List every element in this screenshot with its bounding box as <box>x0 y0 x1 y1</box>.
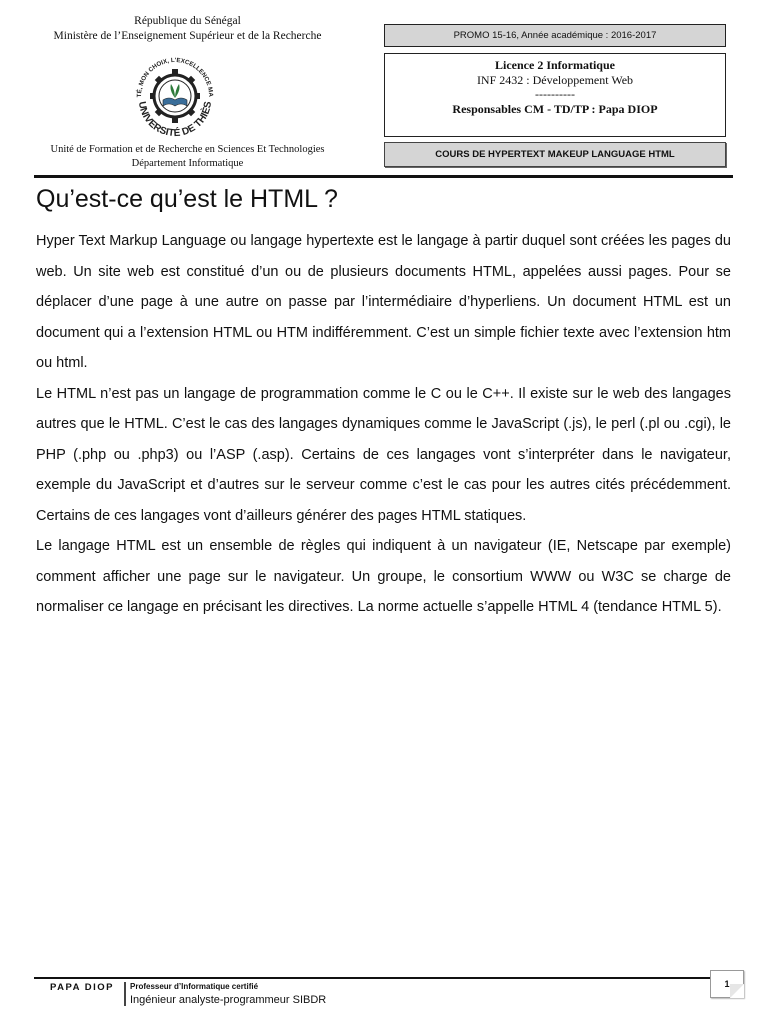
university-logo <box>125 50 225 140</box>
paragraph: Le langage HTML est un ensemble de règles qui indiquent à un navigateur (IE, Netscape par exemple) comment afficher une page sur le navigateur. Un groupe, le consortium WWW ou W3C se charge de normaliser ce langage en précisant les directives. La norme actuelle s’appelle HTML 4 (tendance HTML 5). <box>36 538 731 615</box>
footer-separator <box>124 982 126 1006</box>
department-line: Département Informatique <box>131 158 244 169</box>
logo-ring-text: TÉ, MON CHOIX, L'EXCELLENCE MA <box>135 56 215 98</box>
document-body <box>36 226 731 623</box>
promo-text: PROMO 15-16, Année académique : 2016-2017 <box>453 30 657 41</box>
page-number-text: 1 <box>724 979 730 989</box>
page-number <box>710 970 744 998</box>
header-divider <box>34 175 733 178</box>
footer-author-title: Professeur d’Informatique certifié <box>130 982 259 991</box>
university-seal-icon <box>125 50 225 140</box>
footer-author-subtitle: Ingénieur analyste-programmeur SIBDR <box>130 994 327 1006</box>
department-header <box>30 143 345 171</box>
course-teachers: Responsables CM - TD/TP : Papa DIOP <box>452 101 658 116</box>
ministry-line: Ministère de l’Enseignement Supérieur et de la Recherche <box>53 30 322 42</box>
course-separator: ---------- <box>535 87 575 101</box>
course-info-box <box>384 53 726 137</box>
course-title: COURS DE HYPERTEXT MAKEUP LANGUAGE HTML <box>435 149 675 160</box>
paragraph: Le HTML n’est pas un langage de programmation comme le C ou le C++. Il existe sur le web des langages autres que le HTML. C’est le cas des langages dynamiques comme le JavaScript (.js), le perl (.pl ou .cgi), le PHP (.php ou .php3) ou l’ASP (.asp). Certains de ces langages vont s’interpréter dans le navigateur, exemple du JavaScript et d’autres sur le serveur comme c’est le cas pour les autres cités précédemment. Certains de ces langages vont d’ailleurs générer des pages HTML statiques. <box>36 385 731 524</box>
footer-author-name: PAPA DIOP <box>50 982 114 993</box>
logo-lower-text: UNIVERSITÉ DE THIÈS <box>135 100 215 140</box>
ufr-line: Unité de Formation et de Recherche en Sciences Et Technologies <box>50 144 325 155</box>
course-level: Licence 2 Informatique <box>495 58 615 72</box>
promo-box <box>384 24 726 47</box>
course-title-box <box>384 142 726 167</box>
country-line: République du Sénégal <box>134 15 241 27</box>
page-heading: Qu’est-ce qu’est le HTML ? <box>36 185 338 213</box>
footer-divider <box>34 977 711 979</box>
paragraph: Hyper Text Markup Language ou langage hypertexte est le langage à partir duquel sont créées les pages du web. Un site web est constitué d’un ou de plusieurs documents HTML, appelées aussi pages. Pour se déplacer d’une page à une autre on passe par l’intermédiaire d’hyperliens. Un document HTML est un document qui a l’extension HTML ou HTM indifféremment. C’est un simple fichier texte avec l’extension htm ou html. <box>36 233 731 371</box>
course-code: INF 2432 : Développement Web <box>476 72 634 87</box>
institution-header <box>30 14 345 44</box>
